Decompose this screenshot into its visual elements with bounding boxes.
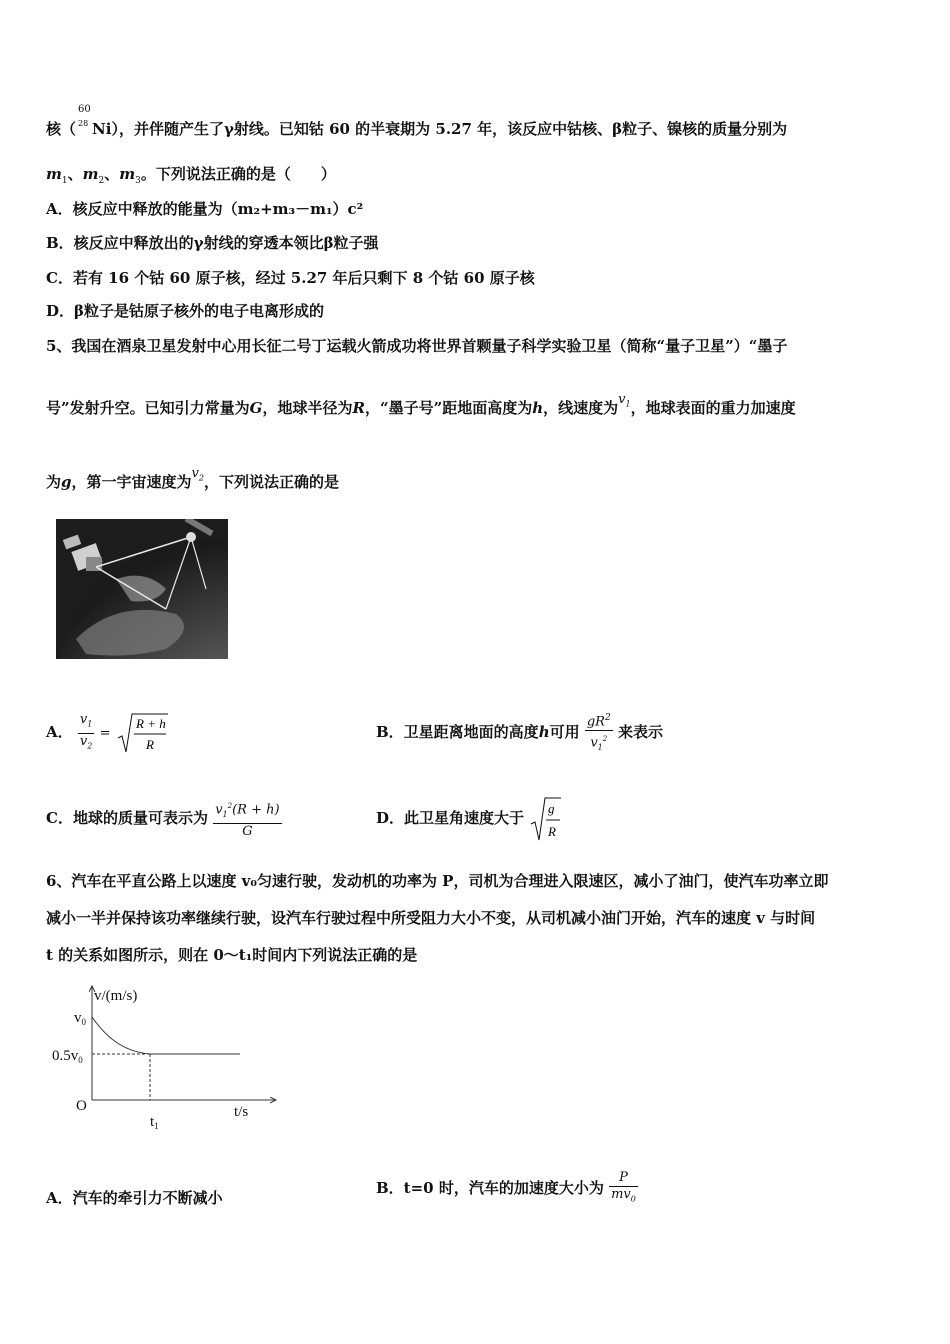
fraction-mass: $\frac{v_1^2(R + h)}{G}$: [213, 798, 281, 840]
q5-option-b-end: 来表示: [617, 723, 663, 741]
var-v1: $v_1$: [618, 392, 631, 409]
velocity-curve: [92, 1017, 240, 1054]
q4-line1-prefix: 核（: [46, 120, 77, 138]
q5-line2e: ，地球表面的重力加速度: [630, 399, 796, 417]
nuclide-mass: 60: [78, 104, 91, 115]
q5-line3c: ，下列说法正确的是: [203, 473, 339, 491]
q5-option-b-text: B．卫星距离地面的高度: [376, 723, 539, 741]
fraction-gR2-v1sq: $\frac{gR^2}{v_1^2}$: [585, 710, 613, 756]
var-g: g: [61, 473, 72, 491]
nuclide-atomic: 28: [78, 119, 89, 128]
q5-line3b: ，第一宇宙速度为: [71, 473, 192, 491]
q4-option-c: C．若有 16 个钴 60 原子核，经过 5.27 年后只剩下 8 个钴 60 原子核: [46, 269, 535, 287]
q5-option-a: A． $\frac{v_1}{v_2}$ = R + h R: [46, 708, 168, 756]
y-axis-label: v/(m/s): [94, 988, 138, 1004]
v0-tick-label: $v_0$: [74, 1010, 86, 1027]
frac-numerator: P: [609, 1170, 638, 1187]
var-h: h: [532, 399, 544, 417]
q6-option-b-text: B．t=0 时，汽车的加速度大小为: [376, 1179, 604, 1197]
var-G: G: [249, 399, 263, 417]
q5-line2: [46, 392, 796, 425]
q5-line3a: 为: [46, 473, 62, 491]
q5-option-d-text: D．此卫星角速度大于: [376, 809, 525, 827]
q4-line1: [46, 104, 788, 139]
frac-den-text: mv: [611, 1187, 631, 1203]
q4-option-d: D．β粒子是钴原子核外的电子电离形成的: [46, 302, 324, 320]
q5-option-a-label: A．: [46, 723, 73, 741]
q4-line2-rest: 。下列说法正确的是（ ）: [140, 165, 336, 183]
q5-line2a: 号”发射升空。已知引力常量为: [46, 399, 250, 417]
q4-line2: $m_1$、$m_2$、$m_3$。下列说法正确的是（ ）: [46, 165, 336, 186]
q5-line2b: ，地球半径为: [262, 399, 353, 417]
velocity-time-graph: [46, 982, 286, 1132]
q4-option-a: A．核反应中释放的能量为（m₂+m₃－m₁）c²: [46, 200, 364, 218]
frac-den-sub: 0: [630, 1194, 636, 1204]
origin-label: O: [76, 1098, 87, 1114]
frac-denominator: [609, 1187, 638, 1208]
var-R: R: [352, 399, 365, 417]
q6-option-b: [376, 1164, 638, 1212]
sqrt-g-over-R: [529, 795, 561, 844]
sqrt-expression: [116, 709, 168, 757]
var-h-b: h: [538, 723, 550, 741]
svg-text:g: g: [548, 800, 555, 816]
ratio-v1-v2: $\frac{v_1}{v_2}$: [79, 711, 93, 751]
q6-line2: 减小一半并保持该功率继续行驶，设汽车行驶过程中所受阻力大小不变，从司机减小油门开始，汽车的速度 v 与时间: [46, 909, 816, 927]
q5-line2c: ，“墨子号”距地面高度为: [364, 399, 533, 417]
q5-line2d: ，线速度为: [543, 399, 619, 417]
half-v0-tick-label: $0.5v_0$: [52, 1048, 83, 1065]
q5-option-d: [376, 794, 561, 842]
q5-option-c: [46, 794, 282, 842]
q5-line1: 5、我国在酒泉卫星发射中心用长征二号丁运载火箭成功将世界首颗量子科学实验卫星（简称“量子卫星”）“墨子: [46, 337, 788, 355]
satellite-photo: [56, 519, 228, 659]
nuclide-notation: [76, 104, 92, 134]
fraction-P-over-mv0: [609, 1170, 638, 1208]
q4-line1-rest: ），并伴随产生了γ射线。已知钴 60 的半衰期为 5.27 年，该反应中钴核、β粒子、镍核的质量分别为: [111, 120, 788, 138]
svg-text:R + h: R + h: [135, 716, 166, 731]
q4-option-b: B．核反应中释放出的γ射线的穿透本领比β粒子强: [46, 234, 379, 252]
q6-line1: 6、汽车在平直公路上以速度 v₀匀速行驶，发动机的功率为 P，司机为合理进入限速区，减小了油门，使汽车功率立即: [46, 872, 829, 890]
q5-line3: [46, 466, 339, 499]
q5-option-c-text: C．地球的质量可表示为: [46, 809, 208, 827]
q6-line3: t 的关系如图所示，则在 0～t₁时间内下列说法正确的是: [46, 946, 418, 964]
q5-option-b-mid: 可用: [549, 723, 580, 741]
svg-text:R: R: [548, 823, 557, 839]
var-v2: $v_2$: [191, 466, 204, 483]
x-axis-label: t/s: [234, 1104, 249, 1120]
q5-option-b: [376, 708, 663, 756]
nuclide-symbol: Ni: [92, 120, 112, 138]
q6-option-a: A．汽车的牵引力不断减小: [46, 1189, 223, 1207]
t1-tick-label: $t_1$: [150, 1114, 159, 1131]
svg-text:R: R: [145, 737, 154, 752]
